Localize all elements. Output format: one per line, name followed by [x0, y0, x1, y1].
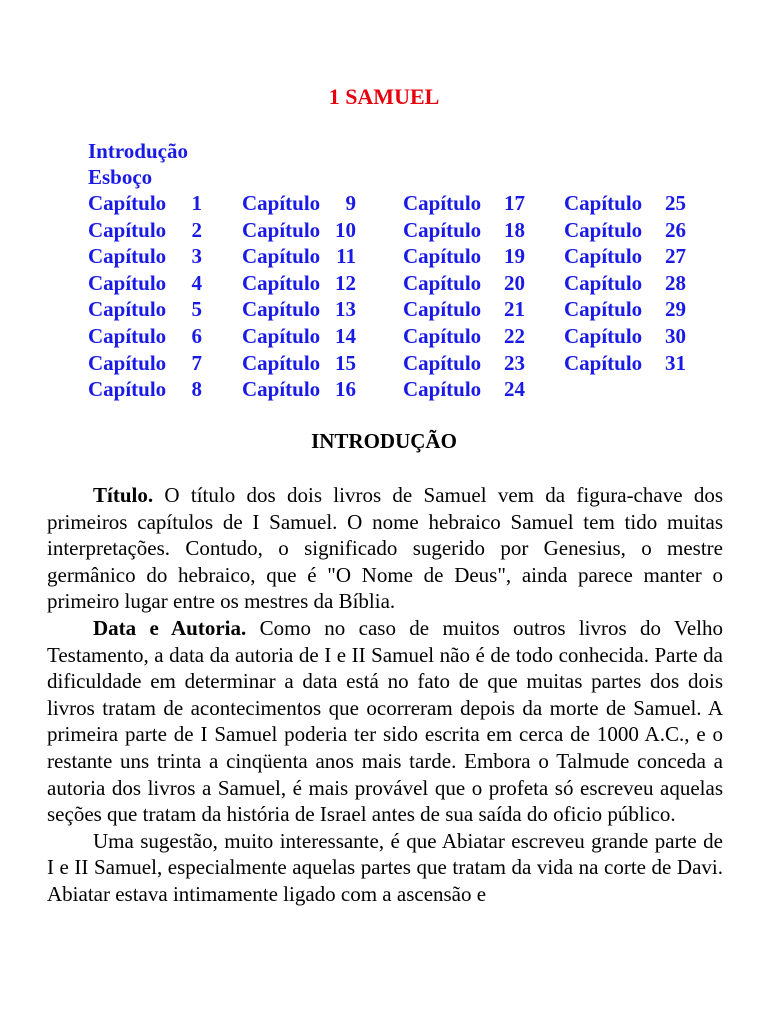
chapter-number: 10	[335, 217, 356, 242]
paragraph-label: Data e Autoria.	[93, 615, 247, 640]
chapter-number: 2	[191, 217, 202, 242]
chapter-column-4	[564, 190, 714, 376]
paragraph-label: Título.	[93, 483, 154, 507]
chapter-word: Capítulo	[242, 297, 321, 322]
chapter-link-5[interactable]	[88, 296, 238, 323]
chapter-word: Capítulo	[88, 323, 167, 348]
chapter-link-11[interactable]	[242, 243, 392, 270]
chapter-link-18[interactable]	[403, 217, 553, 244]
chapter-link-20[interactable]	[403, 270, 553, 297]
chapter-word: Capítulo	[88, 217, 167, 242]
chapter-word: Capítulo	[564, 323, 643, 348]
chapter-link-16[interactable]	[242, 376, 392, 403]
chapter-number: 12	[335, 270, 356, 295]
chapter-link-13[interactable]	[242, 296, 392, 323]
paragraph-text: Como no caso de muitos outros livros do Velho Testamento, a data da autoria de I e II Samuel não é de todo conhecida. Parte da dificuldade em determinar a data está no fato de que muitas partes dos dois livros tratam de acontecimentos que ocorreram depois da morte de Samuel. A primeira parte de I Samuel poderia ter sido escrita em cerca de 1000 A.C., e o restante uns trinta a cinqüenta anos mais tarde. Embora o Talmude conceda a autoria dos livros a Samuel, é mais provável que o profeta só escreveu aquelas seções que tratam da história de Israel antes de sua saída do oficio público.	[47, 615, 723, 827]
chapter-link-23[interactable]	[403, 350, 553, 377]
chapter-word: Capítulo	[88, 270, 167, 295]
chapter-word: Capítulo	[242, 323, 321, 348]
chapter-word: Capítulo	[88, 244, 167, 269]
chapter-number: 21	[504, 297, 525, 322]
chapter-number: 26	[665, 217, 686, 242]
chapter-link-2[interactable]	[88, 217, 238, 244]
paragraph-title	[47, 482, 723, 615]
chapter-number: 24	[504, 377, 525, 402]
chapter-word: Capítulo	[88, 297, 167, 322]
chapter-word: Capítulo	[403, 297, 482, 322]
chapter-link-10[interactable]	[242, 217, 392, 244]
intro-link[interactable]: Introdução	[88, 139, 188, 163]
chapter-word: Capítulo	[403, 323, 482, 348]
chapter-link-29[interactable]	[564, 296, 714, 323]
chapter-number: 4	[191, 270, 202, 295]
chapter-link-6[interactable]	[88, 323, 238, 350]
chapter-number: 13	[335, 297, 356, 322]
chapter-index	[88, 190, 688, 406]
chapter-word: Capítulo	[242, 350, 321, 375]
chapter-number: 31	[665, 350, 686, 375]
chapter-link-1[interactable]	[88, 190, 238, 217]
chapter-column-2	[242, 190, 392, 403]
chapter-link-17[interactable]	[403, 190, 553, 217]
chapter-word: Capítulo	[564, 217, 643, 242]
chapter-number: 15	[335, 350, 356, 375]
chapter-word: Capítulo	[564, 244, 643, 269]
chapter-word: Capítulo	[88, 191, 167, 215]
chapter-number: 22	[504, 323, 525, 348]
chapter-word: Capítulo	[564, 297, 643, 322]
chapter-link-26[interactable]	[564, 217, 714, 244]
chapter-link-27[interactable]	[564, 243, 714, 270]
chapter-word: Capítulo	[403, 244, 482, 269]
chapter-link-30[interactable]	[564, 323, 714, 350]
chapter-link-31[interactable]	[564, 350, 714, 377]
chapter-number: 9	[345, 191, 356, 215]
chapter-column-3	[403, 190, 553, 403]
chapter-word: Capítulo	[564, 270, 643, 295]
chapter-word: Capítulo	[242, 217, 321, 242]
chapter-link-12[interactable]	[242, 270, 392, 297]
paragraph-text: O título dos dois livros de Samuel vem da figura-chave dos primeiros capítulos de I Samuel. O nome hebraico Samuel tem tido muitas interpretações. Contudo, o significado sugerido por Genesius, o mestre germânico do hebraico, que é "O Nome de Deus", ainda parece manter o primeiro lugar entre os mestres da Bíblia.	[47, 483, 723, 614]
chapter-number: 18	[504, 217, 525, 242]
chapter-link-19[interactable]	[403, 243, 553, 270]
chapter-link-8[interactable]	[88, 376, 238, 403]
body-text	[47, 482, 723, 908]
chapter-number: 11	[336, 244, 356, 269]
chapter-word: Capítulo	[242, 377, 321, 402]
chapter-number: 29	[665, 297, 686, 322]
outline-link[interactable]: Esboço	[88, 165, 153, 189]
chapter-number: 27	[665, 244, 686, 269]
chapter-word: Capítulo	[564, 350, 643, 375]
chapter-link-24[interactable]	[403, 376, 553, 403]
chapter-link-22[interactable]	[403, 323, 553, 350]
chapter-number: 16	[335, 377, 356, 402]
chapter-link-3[interactable]	[88, 243, 238, 270]
chapter-link-7[interactable]	[88, 350, 238, 377]
chapter-word: Capítulo	[403, 350, 482, 375]
chapter-number: 19	[504, 244, 525, 269]
chapter-number: 5	[191, 297, 202, 322]
chapter-number: 23	[504, 350, 525, 375]
paragraph-abiatar	[47, 828, 723, 908]
chapter-word: Capítulo	[403, 217, 482, 242]
chapter-word: Capítulo	[403, 377, 482, 402]
chapter-link-9[interactable]	[242, 190, 392, 217]
chapter-link-14[interactable]	[242, 323, 392, 350]
chapter-word: Capítulo	[564, 191, 643, 215]
chapter-number: 7	[191, 350, 202, 375]
chapter-link-15[interactable]	[242, 350, 392, 377]
chapter-word: Capítulo	[88, 377, 167, 402]
page-title: 1 SAMUEL	[328, 84, 440, 109]
chapter-word: Capítulo	[242, 270, 321, 295]
chapter-link-4[interactable]	[88, 270, 238, 297]
paragraph-date-authorship	[47, 615, 723, 828]
chapter-number: 3	[191, 244, 202, 269]
chapter-link-28[interactable]	[564, 270, 714, 297]
chapter-number: 8	[191, 377, 202, 402]
chapter-number: 20	[504, 270, 525, 295]
chapter-link-25[interactable]	[564, 190, 714, 217]
chapter-word: Capítulo	[403, 270, 482, 295]
chapter-word: Capítulo	[242, 244, 321, 269]
chapter-number: 28	[665, 270, 686, 295]
chapter-number: 17	[504, 191, 525, 215]
paragraph-text: Uma sugestão, muito interessante, é que Abiatar escreveu grande parte de I e II Samuel, especialmente aquelas partes que tratam da vida na corte de Davi. Abiatar estava intimamente ligado com a ascensão e	[47, 828, 723, 906]
chapter-word: Capítulo	[242, 191, 321, 215]
chapter-number: 30	[665, 323, 686, 348]
chapter-number: 6	[191, 323, 202, 348]
chapter-number: 1	[191, 191, 202, 215]
section-heading: INTRODUÇÃO	[311, 429, 457, 453]
chapter-word: Capítulo	[88, 350, 167, 375]
chapter-number: 25	[665, 191, 686, 215]
chapter-word: Capítulo	[403, 191, 482, 215]
chapter-column-1	[88, 190, 238, 403]
chapter-number: 14	[335, 323, 356, 348]
chapter-link-21[interactable]	[403, 296, 553, 323]
